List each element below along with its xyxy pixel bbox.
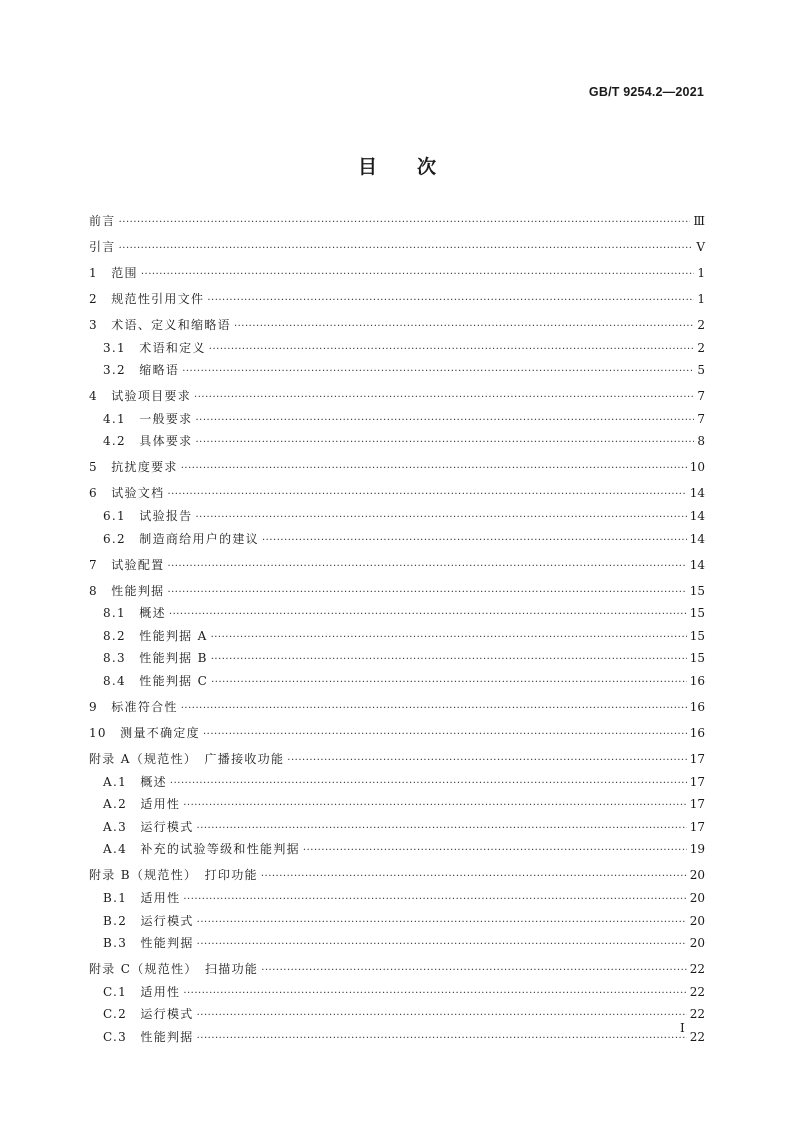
toc-entry-page: 14 [689, 531, 705, 546]
toc-leader-dots [119, 242, 694, 256]
toc-entry-page: 1 [697, 266, 705, 280]
toc-entry[interactable] [89, 820, 705, 836]
toc-entry-page: 22 [689, 984, 705, 999]
toc-entry-label: 4 试验项目要求 [89, 389, 192, 404]
toc-leader-dots [181, 702, 687, 716]
toc-entry[interactable] [89, 726, 705, 742]
toc-entry[interactable] [89, 797, 705, 813]
toc-entry[interactable] [89, 509, 705, 525]
toc-entry-page: 17 [689, 797, 705, 812]
toc-entry-page: 7 [697, 389, 705, 404]
toc-entry-label: C.1 适用性 [103, 984, 181, 999]
toc-leader-dots [197, 938, 687, 952]
toc-entry-page: 2 [697, 318, 705, 332]
toc-entry-page: 15 [689, 606, 705, 621]
toc-entry-page: 15 [689, 628, 705, 643]
toc-entry-page: 19 [689, 842, 705, 857]
toc-entry-page: 7 [697, 411, 705, 426]
toc-entry-page: 15 [689, 583, 705, 598]
toc-entry-page: 20 [689, 936, 705, 951]
toc-leader-dots [141, 268, 694, 282]
toc-entry-label: 8.4 性能判据 C [103, 673, 209, 688]
toc-leader-dots [211, 631, 687, 645]
toc-entry-label: B.3 性能判据 [103, 936, 194, 951]
toc-leader-dots [194, 391, 694, 405]
toc-entry-page: Ⅲ [693, 214, 705, 228]
toc-entry[interactable] [89, 629, 705, 645]
toc-entry[interactable] [89, 891, 705, 907]
toc-entry[interactable] [89, 700, 705, 716]
toc-entry-label: 前言 [89, 214, 116, 228]
toc-leader-dots [183, 799, 687, 813]
toc-entry[interactable] [89, 606, 705, 622]
toc-entry[interactable] [89, 868, 705, 884]
toc-entry[interactable] [89, 434, 705, 450]
toc-leader-dots [261, 964, 687, 978]
toc-entry[interactable] [89, 266, 705, 282]
toc-entry-label: 10 测量不确定度 [89, 725, 200, 740]
toc-entry[interactable] [89, 842, 705, 858]
toc-leader-dots [183, 893, 686, 907]
toc-entry[interactable] [89, 318, 705, 334]
toc-leader-dots [170, 777, 687, 791]
toc-entry-label: 8.1 概述 [103, 606, 166, 621]
toc-entry[interactable] [89, 651, 705, 667]
toc-entry[interactable] [89, 341, 705, 357]
toc-leader-dots [167, 560, 686, 574]
toc-entry-page: 22 [689, 962, 705, 977]
toc-entry-page: 20 [689, 913, 705, 928]
toc-leader-dots [167, 488, 686, 502]
toc-entry[interactable] [89, 460, 705, 476]
toc-entry-page: 17 [689, 774, 705, 789]
toc-entry-label: 6 试验文档 [89, 486, 165, 501]
toc-entry[interactable] [89, 985, 705, 1001]
toc-leader-dots [234, 320, 694, 334]
toc-entry-label: 8.2 性能判据 A [103, 628, 208, 643]
toc-entry-page: 17 [689, 751, 705, 766]
toc-entry-label: A.2 适用性 [103, 797, 181, 812]
toc-entry[interactable] [89, 412, 705, 428]
toc-leader-dots [261, 870, 687, 884]
toc-leader-dots [211, 653, 687, 667]
toc-entry-label: 附录 B（规范性） 打印功能 [89, 868, 258, 883]
toc-leader-dots [209, 343, 694, 357]
toc-leader-dots [169, 608, 687, 622]
toc-entry-label: C.2 运行模式 [103, 1007, 194, 1022]
toc-entry-page: 5 [697, 363, 705, 378]
toc-leader-dots [182, 365, 694, 379]
toc-entry-label: 5 抗扰度要求 [89, 460, 178, 475]
toc-entry-page: Ⅴ [696, 240, 705, 254]
toc-entry-label: 8 性能判据 [89, 583, 165, 598]
toc-entry-page: 16 [689, 699, 705, 714]
toc-entry-page: 20 [689, 868, 705, 883]
toc-leader-dots [287, 754, 686, 768]
toc-entry-label: 3 术语、定义和缩略语 [89, 318, 231, 332]
toc-entry-label: 4.2 具体要求 [103, 434, 193, 449]
toc-leader-dots [197, 822, 687, 836]
toc-entry[interactable] [89, 389, 705, 405]
toc-entry-label: 9 标准符合性 [89, 699, 178, 714]
toc-entry-page: 2 [697, 340, 705, 355]
toc-entry[interactable] [89, 1030, 705, 1046]
toc-entry-label: 6.1 试验报告 [103, 508, 193, 523]
page-number: Ⅰ [680, 1021, 685, 1035]
toc-entry-label: 2 规范性引用文件 [89, 292, 205, 306]
toc-entry[interactable] [89, 292, 705, 308]
toc-entry-label: 引言 [89, 240, 116, 254]
toc-entry-label: B.1 适用性 [103, 890, 181, 905]
toc-leader-dots [262, 534, 687, 548]
toc-entry[interactable] [89, 240, 705, 256]
toc-entry-page: 15 [689, 651, 705, 666]
toc-entry-label: 7 试验配置 [89, 557, 165, 572]
toc-entry-page: 1 [697, 292, 705, 306]
toc-entry-label: B.2 运行模式 [103, 913, 194, 928]
toc-entry-label: 附录 C（规范性） 扫描功能 [89, 962, 259, 977]
toc-entry-label: 4.1 一般要求 [103, 411, 193, 426]
toc-entry[interactable] [89, 936, 705, 952]
toc-leader-dots [183, 987, 686, 1001]
toc-entry[interactable] [89, 584, 705, 600]
toc-entry-label: A.1 概述 [103, 774, 167, 789]
toc-leader-dots [211, 676, 687, 690]
toc-entry-page: 8 [697, 434, 705, 449]
toc-leader-dots [197, 1032, 687, 1046]
toc-entry[interactable] [89, 775, 705, 791]
toc-entry-page: 16 [689, 673, 705, 688]
toc-entry-label: C.3 性能判据 [103, 1029, 194, 1044]
toc-entry[interactable] [89, 914, 705, 930]
toc-entry[interactable] [89, 674, 705, 690]
toc-entry[interactable] [89, 214, 705, 230]
toc-entry[interactable] [89, 486, 705, 502]
toc-leader-dots [167, 586, 686, 600]
toc-entry-page: 14 [689, 508, 705, 523]
toc-entry-page: 10 [689, 460, 705, 475]
toc-leader-dots [207, 294, 694, 308]
page-title: 目次 [357, 156, 476, 178]
toc-entry-page: 22 [689, 1029, 705, 1044]
toc-entry-label: 3.2 缩略语 [103, 363, 180, 378]
toc-entry[interactable] [89, 1007, 705, 1023]
toc-entry-page: 14 [689, 486, 705, 501]
table-of-contents [89, 214, 705, 1046]
toc-leader-dots [119, 216, 691, 230]
standard-code: GB/T 9254.2—2021 [588, 85, 704, 99]
toc-entry[interactable] [89, 532, 705, 548]
toc-entry[interactable] [89, 558, 705, 574]
toc-leader-dots [197, 1009, 687, 1023]
toc-entry[interactable] [89, 363, 705, 379]
toc-entry-page: 14 [689, 557, 705, 572]
toc-leader-dots [303, 844, 687, 858]
toc-entry-label: 1 范围 [89, 266, 138, 280]
toc-entry-label: 附录 A（规范性） 广播接收功能 [89, 751, 285, 766]
toc-entry-label: 8.3 性能判据 B [103, 651, 208, 666]
toc-entry-page: 22 [689, 1007, 705, 1022]
toc-entry-label: 3.1 术语和定义 [103, 340, 206, 355]
toc-entry-page: 17 [689, 819, 705, 834]
toc-leader-dots [195, 511, 686, 525]
toc-entry-label: A.3 运行模式 [103, 819, 194, 834]
toc-leader-dots [195, 414, 694, 428]
toc-entry[interactable] [89, 962, 705, 978]
toc-entry[interactable] [89, 752, 705, 768]
toc-entry-page: 16 [689, 725, 705, 740]
toc-entry-label: A.4 补充的试验等级和性能判据 [103, 842, 300, 857]
toc-entry-page: 20 [689, 890, 705, 905]
toc-entry-label: 6.2 制造商给用户的建议 [103, 531, 259, 546]
toc-leader-dots [197, 916, 687, 930]
toc-leader-dots [195, 436, 694, 450]
toc-leader-dots [203, 728, 687, 742]
toc-leader-dots [181, 462, 687, 476]
